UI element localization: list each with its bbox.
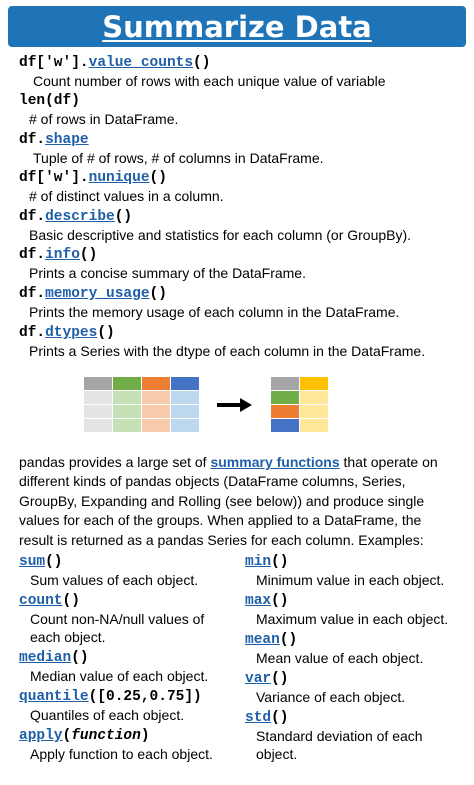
count-link[interactable]: count <box>19 593 63 609</box>
right-arrow-icon <box>217 398 252 412</box>
code-line: std() <box>245 710 289 726</box>
function-quantile <box>19 688 234 724</box>
summary-functions-paragraph: pandas provides a large set of summary functions that operate on different kinds of pandas objects (DataFrame columns, Series, GroupBy, Expanding and Rolling (see below)) and produce single values for each of the groups. When applied to a DataFrame, the result is returned as a pandas Series for each column. Examples: <box>19 454 438 548</box>
code-line: df.describe() <box>19 209 133 225</box>
code-line: df['w'].nunique() <box>19 170 167 186</box>
function-description: Quantiles of each object. <box>30 707 185 723</box>
entry-value-counts <box>19 54 386 90</box>
code-line: df['w'].value_counts() <box>19 55 211 71</box>
function-mean <box>245 631 467 667</box>
entry-description: Basic descriptive and statistics for each column (or GroupBy). <box>29 227 412 243</box>
info-link[interactable]: info <box>45 247 80 263</box>
function-apply <box>19 727 234 763</box>
median-link[interactable]: median <box>19 650 72 666</box>
quantile-link[interactable]: quantile <box>19 689 89 705</box>
entry-shape <box>19 131 324 167</box>
section-header <box>8 6 466 47</box>
max-link[interactable]: max <box>245 593 272 609</box>
dataframe-grid <box>84 377 199 432</box>
apply-link[interactable]: apply <box>19 728 63 744</box>
describe-link[interactable]: describe <box>45 209 115 225</box>
code-line: min() <box>245 554 289 570</box>
entry-description: # of rows in DataFrame. <box>29 111 179 127</box>
mean-link[interactable]: mean <box>245 632 280 648</box>
function-description: Count non-NA/null values of each object. <box>30 611 205 645</box>
code-line: len(df) <box>19 93 80 109</box>
function-description: Sum values of each object. <box>30 572 199 588</box>
code-line: var() <box>245 671 289 687</box>
code-line: quantile([0.25,0.75]) <box>19 689 202 705</box>
dtypes-link[interactable]: dtypes <box>45 325 98 341</box>
min-link[interactable]: min <box>245 554 272 570</box>
function-description: Mean value of each object. <box>256 650 424 666</box>
nunique-link[interactable]: nunique <box>88 170 150 186</box>
function-var <box>245 670 467 706</box>
function-description: Apply function to each object. <box>30 746 213 762</box>
entry-description: Count number of rows with each unique value of variable <box>33 73 386 89</box>
value-counts-link[interactable]: value_counts <box>88 55 194 71</box>
code-line: max() <box>245 593 289 609</box>
entry-len <box>19 92 178 128</box>
section-title: Summarize Data <box>102 9 372 44</box>
entry-dtypes <box>19 324 425 360</box>
sum-link[interactable]: sum <box>19 554 46 570</box>
summary-functions-link[interactable]: summary functions <box>210 454 340 470</box>
entry-memory-usage <box>19 285 399 321</box>
code-line: sum() <box>19 554 63 570</box>
function-description: Median value of each object. <box>30 668 209 684</box>
function-description: Minimum value in each object. <box>256 572 445 588</box>
function-description: Standard deviation of each object. <box>256 728 423 762</box>
function-std <box>245 709 467 763</box>
summary-diagram <box>84 377 334 437</box>
std-link[interactable]: std <box>245 710 272 726</box>
entry-description: Prints the memory usage of each column in the DataFrame. <box>29 304 400 320</box>
var-link[interactable]: var <box>245 671 272 687</box>
function-median <box>19 649 234 685</box>
code-line: count() <box>19 593 80 609</box>
right-function-list <box>245 553 467 763</box>
code-line: mean() <box>245 632 298 648</box>
code-line: df.memory_usage() <box>19 286 167 302</box>
function-description: Maximum value in each object. <box>256 611 449 627</box>
function-min <box>245 553 467 589</box>
left-function-list <box>19 553 234 763</box>
code-line: df.shape <box>19 132 89 148</box>
function-count <box>19 592 234 646</box>
entry-description: Tuple of # of rows, # of columns in DataFrame. <box>33 150 324 166</box>
shape-link[interactable]: shape <box>45 132 89 148</box>
entry-describe <box>19 208 411 244</box>
summary-result-grid <box>271 377 328 432</box>
entry-description: Prints a concise summary of the DataFrame. <box>29 265 306 281</box>
code-line: median() <box>19 650 89 666</box>
memory-usage-link[interactable]: memory_usage <box>45 286 150 302</box>
code-line: df.info() <box>19 247 98 263</box>
entry-info <box>19 246 306 282</box>
function-max <box>245 592 467 628</box>
entry-nunique <box>19 169 224 205</box>
code-line: apply(function) <box>19 728 150 744</box>
entry-description: Prints a Series with the dtype of each column in the DataFrame. <box>29 343 426 359</box>
entry-description: # of distinct values in a column. <box>29 188 224 204</box>
code-line: df.dtypes() <box>19 325 115 341</box>
function-description: Variance of each object. <box>256 689 406 705</box>
function-sum <box>19 553 234 589</box>
